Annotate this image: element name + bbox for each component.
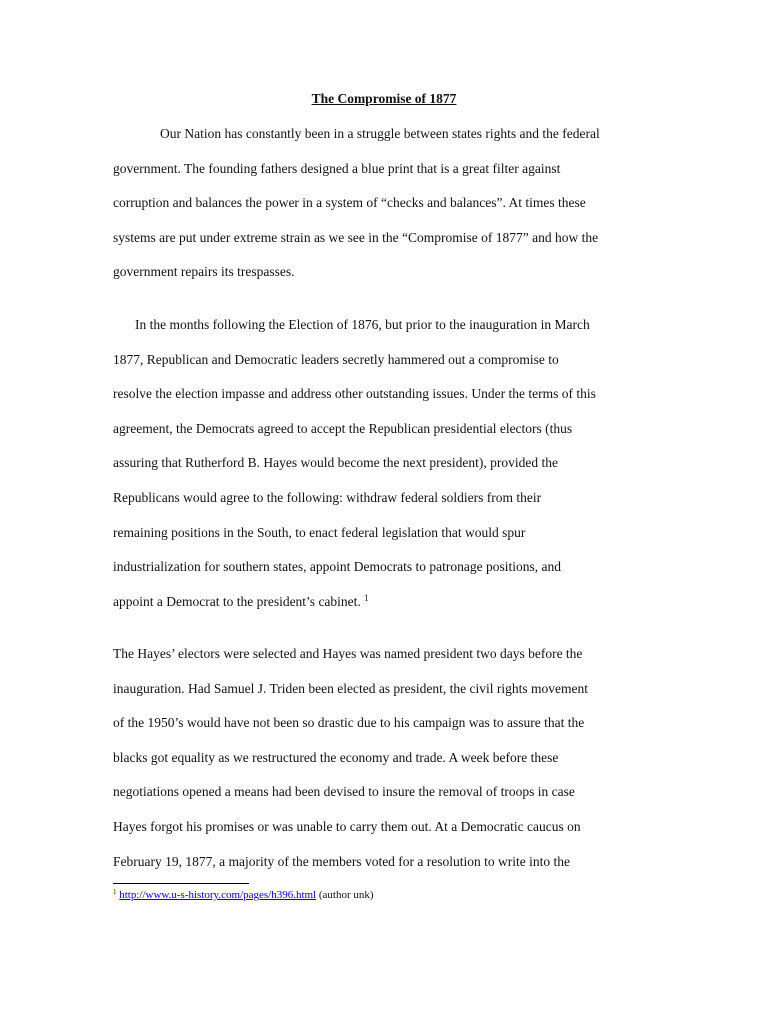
footnote-number: 1 — [113, 888, 117, 896]
paragraph-line: Hayes forgot his promises or was unable to carry them out. At a Democratic caucus on — [113, 818, 581, 834]
paragraph-line: of the 1950’s would have not been so drastic due to his campaign was to assure that the — [113, 715, 585, 731]
footnote-link[interactable]: http://www.u-s-history.com/pages/h396.html — [119, 889, 317, 901]
footnote-note: (author unk) — [318, 889, 374, 901]
paragraph-line: industrialization for southern states, appoint Democrats to patronage positions, and — [113, 559, 562, 575]
paragraph-line: resolve the election impasse and address other outstanding issues. Under the terms of this — [113, 386, 596, 402]
document-title: The Compromise of 1877 — [311, 91, 457, 106]
paragraph-line-text: appoint a Democrat to the president’s cabinet. — [113, 593, 361, 609]
paragraph-line: inauguration. Had Samuel J. Triden been elected as president, the civil rights movement — [113, 680, 589, 696]
paragraph-line: government repairs its trespasses. — [113, 264, 295, 280]
paragraph-line: government. The founding fathers designed a blue print that is a great filter against — [113, 160, 561, 176]
paragraph-line: Republicans would agree to the following: withdraw federal soldiers from their — [113, 489, 542, 505]
paragraph-line: corruption and balances the power in a system of “checks and balances”. At times these — [113, 195, 586, 211]
paragraph-line: blacks got equality as we restructured the economy and trade. A week before these — [113, 749, 559, 765]
paragraph-line: 1877, Republican and Democratic leaders secretly hammered out a compromise to — [113, 351, 559, 367]
paragraph-line: negotiations opened a means had been devised to insure the removal of troops in case — [113, 784, 575, 800]
paragraph-line: remaining positions in the South, to enact federal legislation that would spur — [113, 524, 526, 540]
paragraph-line — [113, 585, 658, 620]
footnote-reference[interactable]: 1 — [364, 592, 369, 603]
paragraph-1 — [113, 117, 658, 290]
paragraph-line: systems are put under extreme strain as we see in the “Compromise of 1877” and how the — [113, 229, 599, 245]
paragraph-line: agreement, the Democrats agreed to accept the Republican presidential electors (thus — [113, 420, 573, 436]
paragraph-3 — [113, 637, 658, 879]
footnote-separator — [113, 883, 249, 884]
paragraph-line: Our Nation has constantly been in a struggle between states rights and the federal — [160, 126, 600, 141]
footnote — [113, 889, 374, 901]
paragraph-line: February 19, 1877, a majority of the members voted for a resolution to write into the — [113, 853, 571, 869]
paragraph-2 — [113, 308, 658, 619]
paragraph-line: The Hayes’ electors were selected and Hayes was named president two days before the — [113, 646, 583, 661]
paragraph-line: assuring that Rutherford B. Hayes would become the next president), provided the — [113, 455, 559, 471]
paragraph-line: In the months following the Election of 1876, but prior to the inauguration in March — [135, 317, 590, 332]
